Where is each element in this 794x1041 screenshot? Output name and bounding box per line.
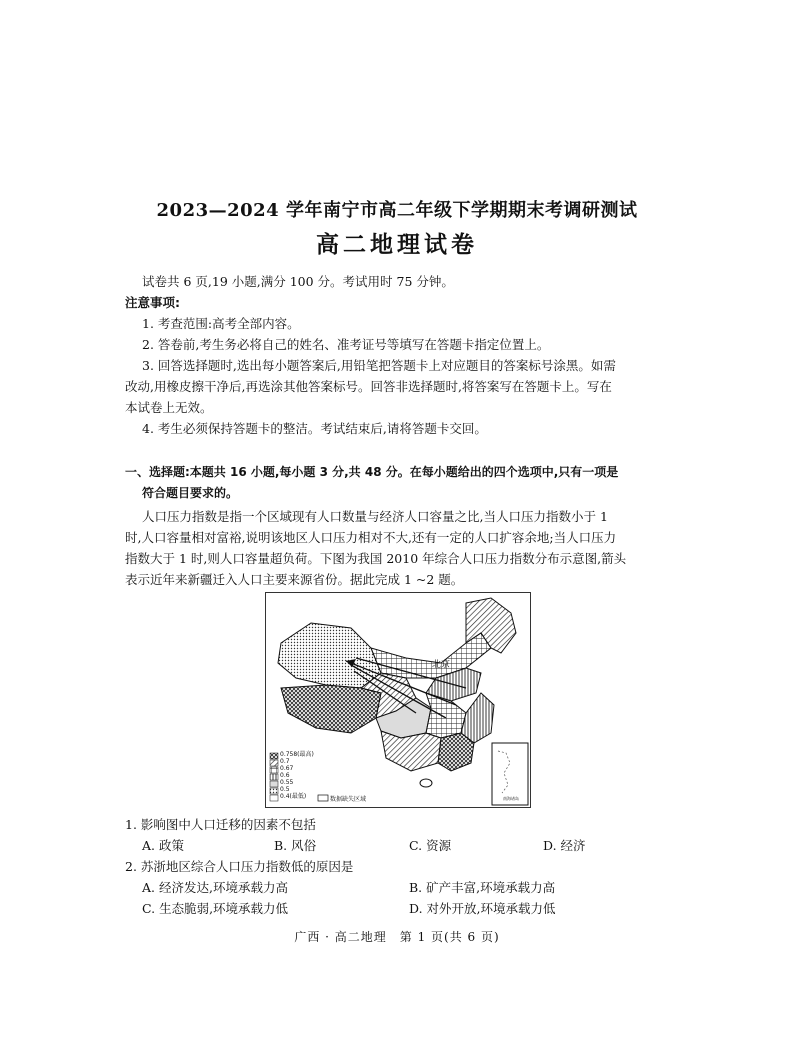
legend-item: 0.6 [280, 772, 290, 779]
inset-label: 南海诸岛 [503, 796, 519, 801]
section1-heading: 一、选择题:本题共 16 小题,每小题 3 分,共 48 分。在每小题给出的四个选项中,只有一项是 [125, 465, 619, 479]
legend-missing-data: 数据缺失区域 [330, 796, 367, 803]
question-1-option-b: B. 风俗 [274, 838, 317, 853]
question-2-option-a: A. 经济发达,环境承载力高 [142, 880, 288, 895]
passage-line-1: 人口压力指数是指一个区域现有人口数量与经济人口容量之比,当人口压力指数小于 1 [142, 509, 608, 524]
exam-summary: 试卷共 6 页,19 小题,满分 100 分。考试用时 75 分钟。 [142, 274, 454, 289]
note-4: 4. 考生必须保持答题卡的整洁。考试结束后,请将答题卡交回。 [142, 421, 487, 436]
population-pressure-map [265, 592, 531, 808]
subject-title: 高二地理试卷 [316, 231, 478, 258]
passage-line-3: 指数大于 1 时,则人口容量超负荷。下图为我国 2010 年综合人口压力指数分布示意图,箭头 [125, 551, 627, 566]
question-2-option-b: B. 矿产丰富,环境承载力高 [409, 880, 556, 895]
legend-item: 0.7 [280, 758, 290, 765]
page-footer: 广西 · 高二地理 第 1 页(共 6 页) [294, 930, 500, 944]
note-3-line2: 改动,用橡皮擦干净后,再选涂其他答案标号。回答非选择题时,将答案写在答题卡上。写在 [125, 379, 612, 394]
question-2-option-d: D. 对外开放,环境承载力低 [409, 901, 556, 916]
question-2-stem: 2. 苏浙地区综合人口压力指数低的原因是 [125, 859, 354, 874]
section1-heading-cont: 符合题目要求的。 [142, 486, 239, 500]
question-2-option-c: C. 生态脆弱,环境承载力低 [142, 901, 289, 916]
legend-item: 0.55 [280, 779, 294, 786]
note-3-line3: 本试卷上无效。 [125, 400, 213, 415]
question-1-option-c: C. 资源 [409, 838, 452, 853]
legend-item: 0.5 [280, 786, 290, 793]
legend-item: 0.67 [280, 765, 294, 772]
question-1-option-d: D. 经济 [543, 838, 586, 853]
legend-item: 0.758(最高) [280, 751, 314, 758]
note-3-line1: 3. 回答选择题时,选出每小题答案后,用铅笔把答题卡上对应题目的答案标号涂黑。如需 [142, 358, 616, 373]
city-label-beijing: 北京 [432, 660, 451, 670]
map-legend [280, 751, 314, 800]
note-2: 2. 答卷前,考生务必将自己的姓名、准考证号等填写在答题卡指定位置上。 [142, 337, 550, 352]
question-1-stem: 1. 影响图中人口迁移的因素不包括 [125, 817, 316, 832]
passage-line-2: 时,人口容量相对富裕,说明该地区人口压力相对不大,还有一定的人口扩容余地;当人口压力 [125, 530, 617, 545]
note-1: 1. 考查范围:高考全部内容。 [142, 316, 300, 331]
exam-title: 2023—2024 学年南宁市高二年级下学期期末考调研测试 [156, 200, 638, 221]
passage-line-4: 表示近年来新疆迁入人口主要来源省份。据此完成 1 ~2 题。 [125, 572, 464, 587]
notes-heading: 注意事项: [125, 295, 180, 310]
question-1-option-a: A. 政策 [142, 838, 184, 853]
legend-item: 0.4(最低) [280, 793, 307, 800]
